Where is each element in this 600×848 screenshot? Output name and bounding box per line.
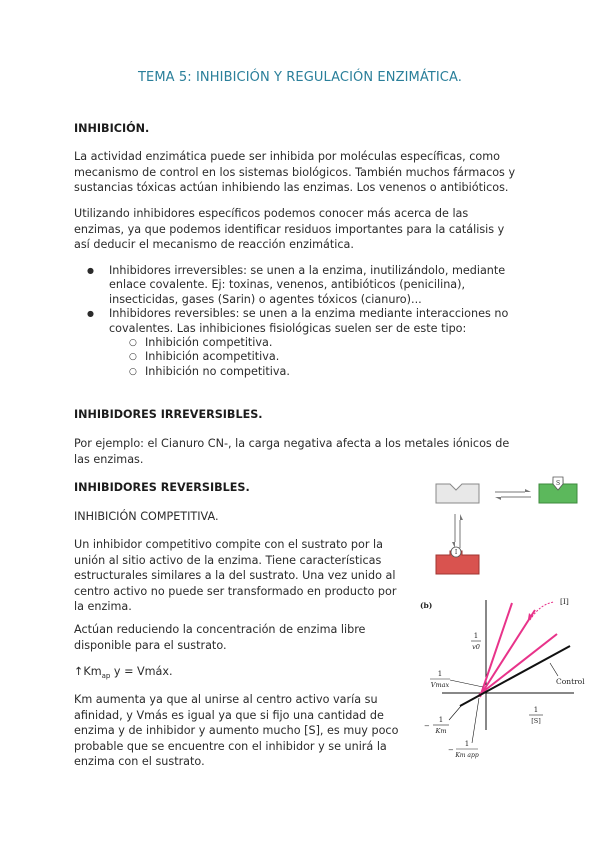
kmapp-pointer <box>472 698 479 743</box>
kmapp-minus: − <box>448 746 454 754</box>
lineweaver-burk-plot <box>412 592 592 772</box>
paragraph-inhibicion-2: Utilizando inhibidores específicos podemos conocer más acerca de las enzimas, ya que podemos identificar residuos importantes para la catálisis y así deducir el mecanismo de reacción enzimática. <box>74 207 505 251</box>
heading-irreversibles: INHIBIDORES IRREVERSIBLES. <box>74 408 263 421</box>
control-pointer <box>550 663 558 676</box>
x-axis-denominator: [S] <box>531 717 541 725</box>
paragraph-competitiva-3: Km aumenta ya que al unirse al centro activo varía su afinidad, y Vmás es igual ya que si fijo una cantidad de enzima y de inhibidor y aumento mucho [S], es muy poco probable que se encuentre con el inhibidor y se unirá la enzima con el sustrato. <box>74 693 399 768</box>
subheading-competitiva: INHIBICIÓN COMPETITIVA. <box>74 510 219 523</box>
list-item-irreversibles <box>74 264 524 307</box>
y-axis-denominator: v0 <box>472 643 480 651</box>
inhibitor-concentration-label: [I] <box>560 597 569 606</box>
km-denominator: Km <box>435 727 447 735</box>
paragraph-irreversibles: Por ejemplo: el Cianuro CN-, la carga negativa afecta a los metales iónicos de las enzimas. <box>74 437 510 466</box>
reversible-types-list <box>109 336 524 379</box>
paragraph-competitiva-2: Actúan reduciendo la concentración de enzima libre disponible para el sustrato. <box>74 623 366 652</box>
sub-item-competitiva: ○ Inhibición competitiva. <box>109 336 524 350</box>
control-line <box>460 646 570 706</box>
inhibited-line-mid <box>480 610 535 696</box>
sub-item-acompetitiva: ○ Inhibición acompetitiva. <box>109 350 524 364</box>
km-numerator: 1 <box>438 716 444 724</box>
x-axis-numerator: 1 <box>533 706 539 714</box>
list-item-reversibles <box>74 307 524 379</box>
list-item-text: Inhibidores irreversibles: se unen a la enzima, inutilizándolo, mediante enlace covalente. Ej: toxinas, venenos, antibióticos (penicilina), insecticidas, gases (Sarin) o agentes tóxicos (cianuro)... <box>109 264 506 306</box>
kmapp-numerator: 1 <box>464 740 470 748</box>
equilibrium-arrows-ei <box>452 514 463 548</box>
equilibrium-arrows-es <box>495 489 531 500</box>
km-pointer <box>449 706 461 720</box>
vmax-pointer <box>450 680 483 687</box>
paragraph-inhibicion-1: La actividad enzimática puede ser inhibida por moléculas específicas, como mecanismo de control en los sistemas biológicos. También muchos fármacos y sustancias tóxicas actúan inhibiendo las enzimas. Los venenos o antibióticos. <box>74 150 516 194</box>
vmax-denominator: Vmax <box>430 681 450 689</box>
control-label: Control <box>556 677 585 686</box>
substrate-label: S <box>555 480 561 487</box>
y-axis-numerator: 1 <box>473 632 479 640</box>
inhibitor-label: I <box>454 549 458 556</box>
sub-item-no-competitiva: ○ Inhibición no competitiva. <box>109 365 524 379</box>
heading-reversibles: INHIBIDORES REVERSIBLES. <box>74 481 250 494</box>
page-title: TEMA 5: INHIBICIÓN Y REGULACIÓN ENZIMÁTICA. <box>138 70 462 85</box>
list-item-text: Inhibidores reversibles: se unen a la enzima mediante interacciones no covalentes. Las inhibiciones fisiológicas suelen ser de este tipo: <box>109 307 509 335</box>
paragraph-competitiva-1: Un inhibidor competitivo compite con el sustrato por la unión al sitio activo de la enzima. Tiene características estructurales similares a la del sustrato. Una vez unido al centro activo no puede ser transformado en producto por la enzima. <box>74 538 397 613</box>
panel-label: (b) <box>420 601 433 610</box>
heading-inhibicion: INHIBICIÓN. <box>74 122 150 135</box>
vmax-numerator: 1 <box>437 670 443 678</box>
formula-suffix: y = Vmáx. <box>110 665 173 678</box>
formula-subscript: ap <box>101 672 111 681</box>
formula-km <box>74 664 404 685</box>
km-minus: − <box>424 722 430 730</box>
free-enzyme-shape <box>436 484 479 503</box>
formula-prefix: ↑Km <box>74 665 102 678</box>
inhibitor-types-list <box>74 264 524 379</box>
kmapp-denominator: Km app <box>455 752 479 759</box>
enzyme-binding-diagram <box>425 470 585 590</box>
